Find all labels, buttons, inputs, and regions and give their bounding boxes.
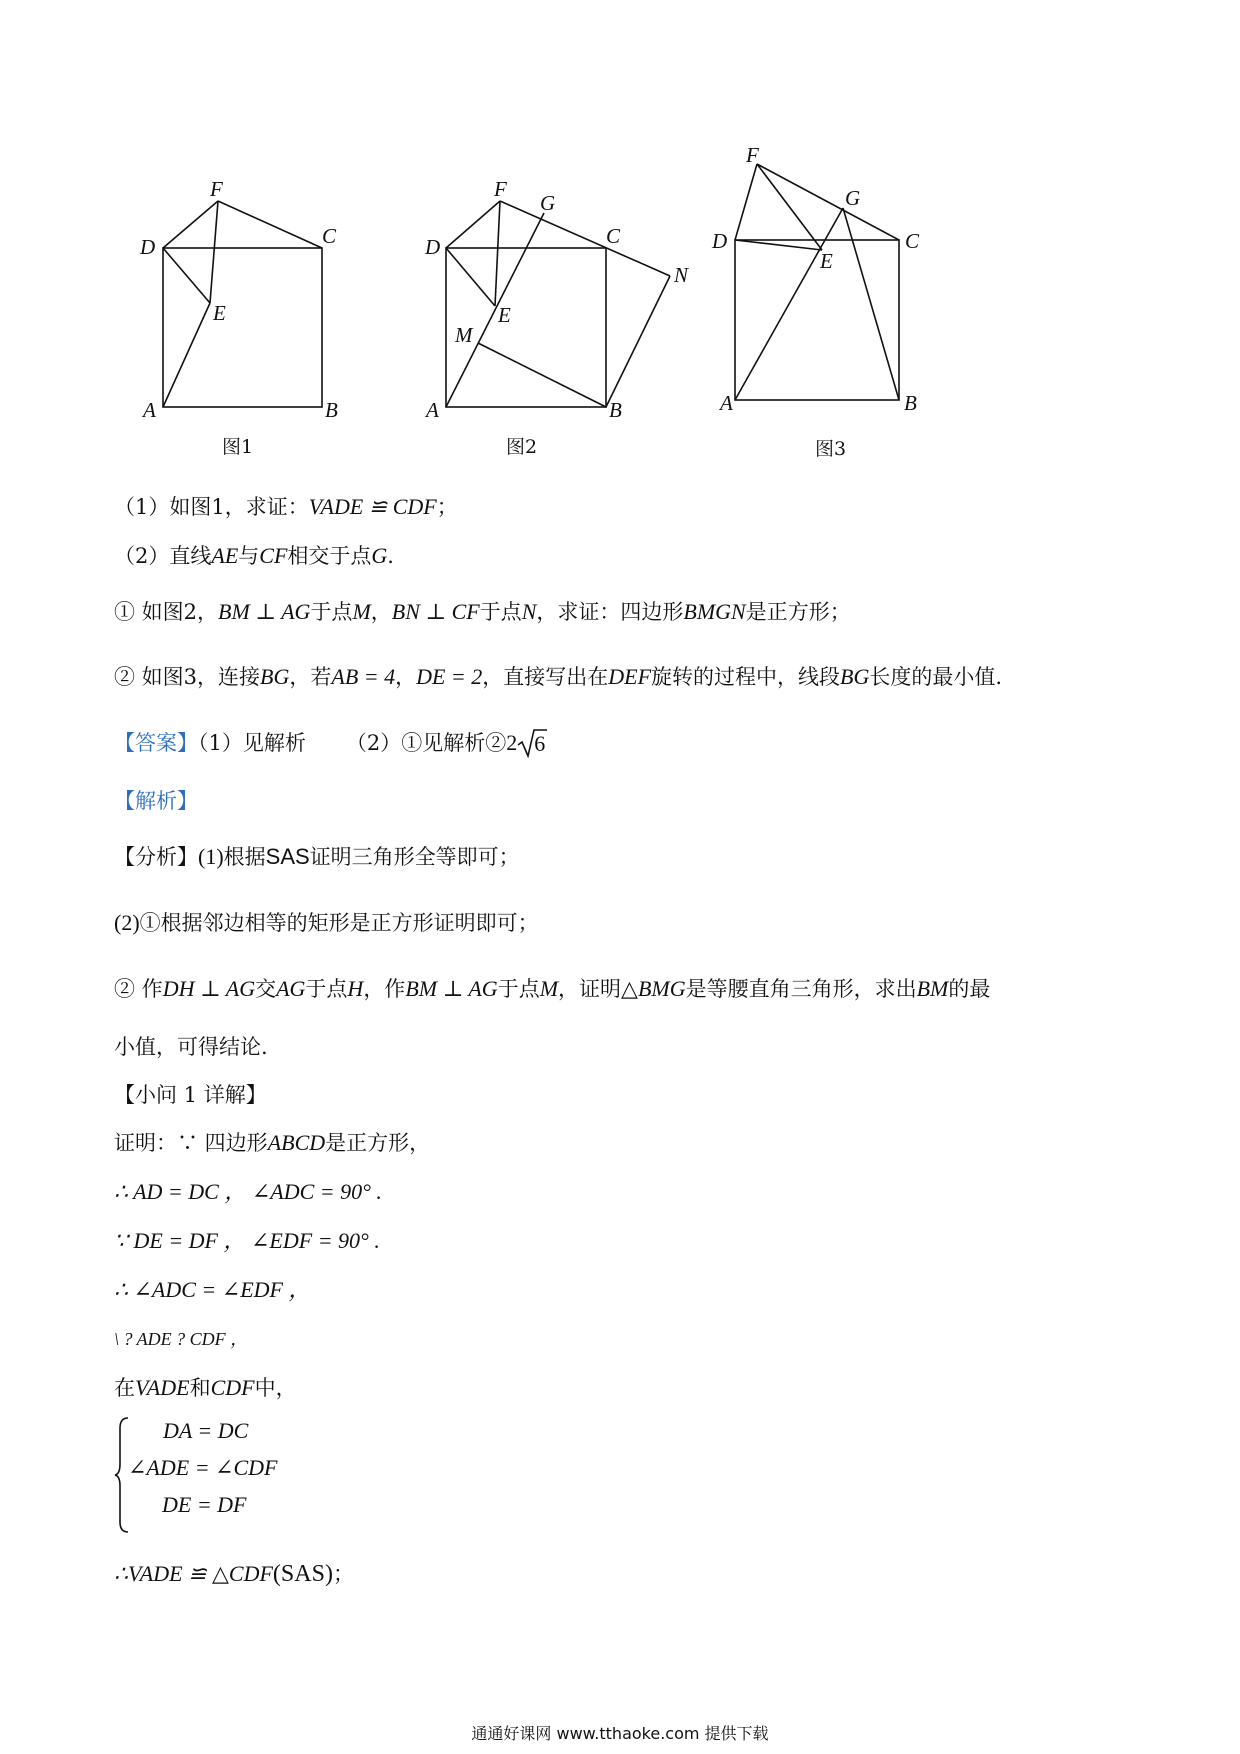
page-footer: 通通好课网 www.tthaoke.com 提供下载 [471,1724,769,1743]
proof-line-7 [114,1559,354,1589]
fenxi3-e5: M [539,976,559,1001]
fenxi-t1: (1) [198,844,224,869]
fig2-caption: 图2 [506,436,538,458]
proof-l1b: ABCD [267,1130,326,1155]
fenxi-t2: 根据 [223,845,266,869]
system-row-3: DE = DF [162,1492,247,1517]
fig1-label-F: F [210,177,223,201]
fenxi3-e4: BM ⊥ AG [405,976,498,1001]
figure-3 [735,164,899,400]
q2-mid2: 相交于点 [287,544,372,568]
q2a-t1: ① 如图2， [114,600,219,624]
proof-l1a: 证明：∵ 四边形 [114,1131,268,1155]
fenxi-tag: 【分析】 [114,845,198,869]
proof-line-5: \ ? ADE ? CDF ， [114,1329,249,1349]
fig2-label-D: D [425,235,441,259]
fenxi3-e2: AG [276,976,306,1001]
question-1 [114,492,458,522]
fenxi3-t2: 交 [255,977,277,1001]
fig3-label-A: A [720,391,733,415]
fig2-label-E: E [498,303,511,327]
q2b-t2: ，若 [289,665,332,689]
q2b-t5: 旋转的过程中，线段 [651,665,841,689]
system-row-1: DA = DC [163,1418,249,1443]
proof-l7c: ； [332,1562,354,1586]
analysis-tag: 【解析】 [114,789,198,813]
fig2-label-M: M [455,323,473,347]
figures-svg [0,0,1240,480]
q1-expr: VADE ≌ CDF [308,494,437,519]
fig1-label-B: B [325,398,338,422]
system-row-2: ∠ADE = ∠CDF [128,1455,278,1480]
q2b-e2: AB = 4 [331,664,396,689]
analysis-line-3 [114,974,990,1004]
proof-l1c: 是正方形， [325,1131,431,1155]
proof-l6d: CDF [210,1375,255,1400]
figure-2 [446,201,670,407]
q2a-t5: ，求证：四边形 [536,600,684,624]
fenxi3-t3: 于点 [305,977,348,1001]
equation-system [114,1416,414,1534]
q2b-e5: BG [840,664,870,689]
proof-l6e: 中， [254,1376,297,1400]
fig3-label-C: C [905,229,920,253]
q2b-t1: ② 如图3，连接 [114,665,261,689]
fenxi3-e7: BM [916,976,949,1001]
fig1-label-D: D [140,235,156,259]
fenxi3-e6: △BMG [621,976,686,1001]
proof-line-6 [114,1373,297,1403]
answer-part-1: （1）见解析 [198,731,306,755]
fig3-label-D: D [712,229,728,253]
fig2-label-B: B [609,398,622,422]
q2a-e1: BM ⊥ AG [218,599,311,624]
answer-coef: 2 [506,730,518,755]
fig1-label-E: E [213,301,226,325]
fenxi3-t1: ② 作 [114,977,163,1001]
fig3-label-F: F [746,143,759,167]
q2-ae: AE [211,543,239,568]
sqrt-symbol [517,728,547,758]
q2-text: （2）直线 [114,544,212,568]
figures-area [0,0,1240,480]
q1-tail: ； [436,495,458,519]
q1-text: （1）如图1，求证： [114,495,309,519]
answer-line [114,728,547,758]
proof-l6c: 和 [189,1376,211,1400]
q2-g: G [371,543,388,568]
fenxi3-t6: ，证明 [558,977,622,1001]
question-2-part-2 [114,662,1002,692]
analysis-line-1 [114,842,520,872]
fenxi3-t4: ，作 [363,977,406,1001]
q2b-e4: DEF [608,664,652,689]
fig2-label-N: N [674,263,689,287]
fig2-label-C: C [606,224,621,248]
answer-tag: 【答案】 [114,731,198,755]
detail-tag: 【小问 1 详解】 [114,1083,267,1107]
figure-1 [163,201,322,407]
proof-line-3: ∵ DE = DF ， ∠EDF = 90° . [114,1228,380,1253]
fig2-label-G: G [540,191,556,215]
fenxi2-t1: (2) [114,910,140,935]
q2-mid: 与 [238,544,260,568]
proof-line-2: ∴ AD = DC ， ∠ADC = 90° . [114,1179,382,1204]
q2-tail: . [387,544,394,568]
q2a-e4: N [521,599,537,624]
fig1-caption: 图1 [222,436,254,458]
proof-l7a: ∴VADE ≌ △CDF [114,1561,273,1586]
fig3-label-G: G [845,186,861,210]
q2a-t3: ， [370,600,392,624]
q2b-t6: 长度的最小值. [869,665,1003,689]
q2a-t2: 于点 [310,600,353,624]
fig3-label-E: E [820,249,833,273]
q2b-t3: ， [395,665,417,689]
proof-l6b: VADE [135,1375,190,1400]
proof-line-4: ∴ ∠ADC = ∠EDF ， [114,1277,311,1302]
fenxi2-t2: ①根据邻边相等的矩形是正方形证明即可； [139,911,539,935]
proof-l7b: (SAS) [272,1561,333,1587]
answer-part-2: （2）①见解析② [345,731,507,755]
q2a-e3: BN ⊥ CF [391,599,480,624]
q2a-t4: 于点 [479,600,522,624]
answer-radicand: 6 [534,731,546,756]
q2-cf: CF [259,543,288,568]
fenxi3-e1: DH ⊥ AG [162,976,256,1001]
q2b-e1: BG [260,664,290,689]
fig3-label-B: B [904,391,917,415]
fig1-label-C: C [322,224,337,248]
analysis-line-4: 小值，可得结论. [114,1035,268,1059]
fig2-label-A: A [426,398,439,422]
analysis-line-2 [114,908,539,938]
fig3-caption: 图3 [815,438,847,460]
fenxi-t3: 证明三角形全等即可； [309,845,520,869]
fig1-label-A: A [143,398,156,422]
fig2-label-F: F [494,177,507,201]
q2a-t6: 是正方形； [745,600,851,624]
q2b-t4: ，直接写出在 [482,665,609,689]
fenxi3-t7: 是等腰直角三角形，求出 [685,977,917,1001]
question-2 [114,541,394,571]
fenxi3-e3: H [347,976,364,1001]
fenxi3-t5: 于点 [497,977,540,1001]
question-2-part-1 [114,597,851,627]
proof-line-1 [114,1128,430,1158]
q2a-e5: BMGN [683,599,746,624]
fenxi3-t8: 的最 [948,977,991,1001]
fenxi-sas: SAS [265,844,310,869]
proof-l6a: 在 [114,1376,135,1400]
q2a-e2: M [352,599,371,624]
q2b-e3: DE = 2 [416,664,483,689]
